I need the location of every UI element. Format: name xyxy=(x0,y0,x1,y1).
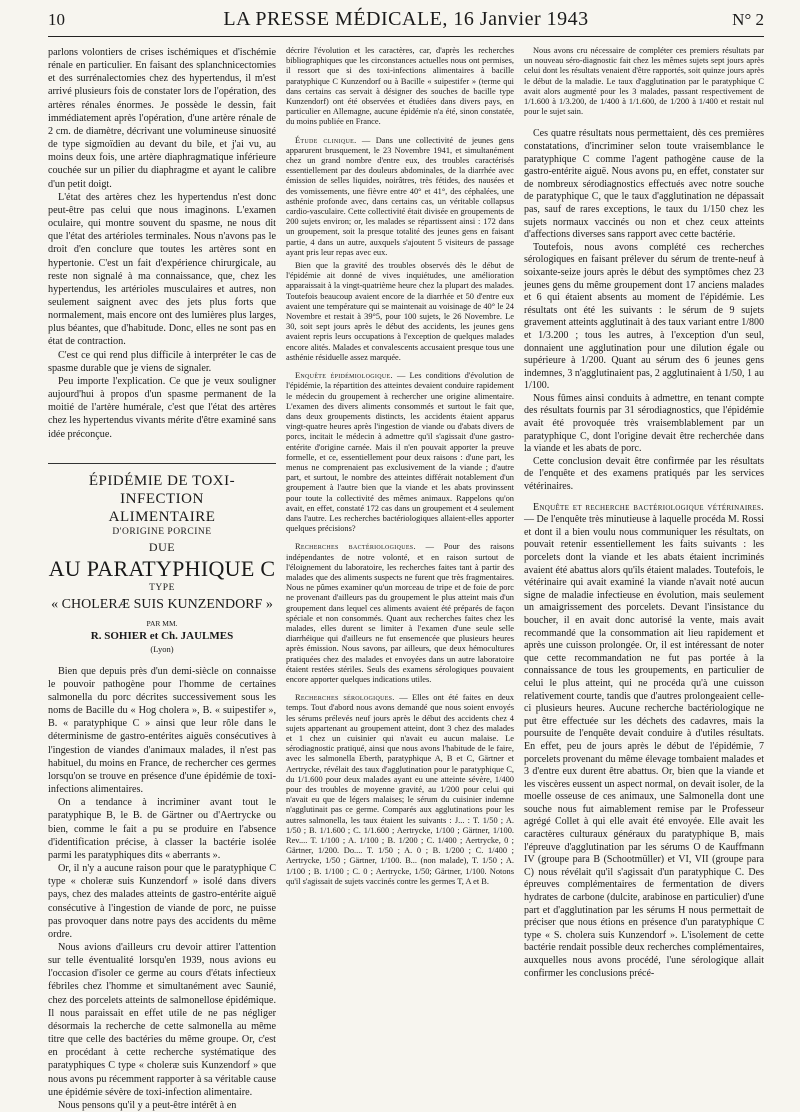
body-paragraph: Cette conclusion devait être confirmée par les résultats de l'enquête et des examens pratiqués par les services vétérinaires. xyxy=(524,455,764,493)
section-heading-serologiques: Recherches sérologiques. xyxy=(295,693,395,703)
body-paragraph: Nous avions d'ailleurs cru devoir attirer l'attention sur telle éventualité lorsqu'en 1939, nous avions eu l'occasion d'isoler ce germe au cours d'états infectieux fébriles chez l'homme et simultanément avec Saunié, chez des porcelets atteints de salmonellose épidémique. Il nous paraissait en effet utile de ne pas négliger désormais la recherche de cette salmonella au même titre que celle des bactéries du même groupe. Or, c'est en procédant à cette recherche systématique des paratyphiques C type « choleræ suis Kunzendorf » que nous avons pu récemment rapporter à sa véritable cause une épidémie sévère de toxi-infection alimentaire. xyxy=(48,941,276,1098)
section-paragraph xyxy=(524,502,764,981)
section-heading-clinique: Étude clinique. xyxy=(295,135,357,145)
column-3 xyxy=(524,46,764,1066)
journal-title: LA PRESSE MÉDICALE, 16 Janvier 1943 xyxy=(223,8,589,30)
section-paragraph xyxy=(286,542,514,685)
section-text: — Dans une collectivité de jeunes gens apparurent brusquement, le 23 Novembre 1941, et simultanément chez un grand nombre d'entre eux, des troubles caractérisés essentiellement par des douleurs abdominales, de la diarrhée avec émission de selles liquides, noirâtres, très fétides, des nausées et des vomissements, une fièvre entre 40° et 41°, des céphalées, une asthénie profonde avec, dans certains cas, un véritable collapsus cardio-vasculaire. Cette collectivité était divisée en groupements de 200 sujets environ; or, les malades se répartissent ainsi : 172 dans un groupement, soit la presque totalité des jeunes gens en faisant partie, 4 dans un autre, auxquels s'ajoutent 5 visiteurs de passage ayant pris leur repas avec eux. xyxy=(286,135,514,257)
intro-paragraph: L'état des artères chez les hypertendus n'est donc peut-être pas celui que nous imaginons. L'examen oculaire, qui montre souvent du spasme, ne nous dit que l'état des artérioles terminales. Nous n'avons pas le droit d'en conclure que toutes les artères sont en hypertonie. C'est un fait d'expérience chirurgicale, au reste non signalé à ma connaissance, que, chez les hypertendus, les artérioles musculaires et autres, non seulement saignent avec des jets plus forts que normalement, mais encore ont des lumières plus larges, plus béantes, que d'habitude. Donc, elles ne sont pas en état de contraction. xyxy=(48,191,276,348)
column-2 xyxy=(286,46,514,1066)
section-heading-bacteriologiques: Recherches bactériologiques. xyxy=(295,542,416,552)
article-separator xyxy=(48,463,276,464)
intro-paragraph: parlons volontiers de crises ischémiques et d'ischémie rénale en particulier. En faisant des splanchnicectomies et des surrénalectomies chez des hypertendus, il m'est arrivé plusieurs fois de constater lors de l'opération, des artères rénales énormes. Je possède le dessin, fait immédiatement après l'opération, d'une artère rénale de 2 cm. de diamètre, décrivant une volumineuse sinuosité de type sigmoïdien au devant du bile, et j'ai vu, au moins deux fois, une artère diaphragmatique inférieure couchée sur un pilier du diaphragme et ayant le calibre d'un petit doigt. xyxy=(48,47,276,190)
lead-paragraph: Nous avons cru nécessaire de compléter ces premiers résultats par un nouveau séro-diagnostic fait chez les mêmes sujets sept jours après celui dont les résultats venaient d'être rapportés, soit quinze jours après le début de la maladie. Le taux d'agglutination par le paratyphique C avait alors augmenté pour les 3 malades, passant respectivement de 1/1.600 à 1/3.200, de 1/400 à 1/1.600, de 1/200 à 1/400 et restait nul pour le sujet sain. xyxy=(524,46,764,117)
body-paragraph: Or, il n'y a aucune raison pour que le paratyphique C type « choleræ suis Kunzendorf » isolé dans divers pays, chez des malades atteints de gastro-entérite aiguë consécutive à l'ingestion de viande de porc, ne puisse pas provoquer dans notre pays des accidents du même ordre. xyxy=(48,863,276,940)
intro-paragraph: Peu importe l'explication. Ce que je veux souligner aujourd'hui à propos d'un spasme permanent de la moitié de l'artère humérale, c'est que l'état des artères chez les hypertendus vivants mérite d'être examiné sans idée préconçue. xyxy=(48,375,276,440)
body-paragraph: Bien que depuis près d'un demi-siècle on connaisse le pouvoir pathogène pour l'homme de certaines salmonella du porc décrites successivement sous les noms de Bacille du « Hog cholera », B. « suipestifer », B. « paratyphique C » ainsi que leur rôle dans le déterminisme de gastro-entérites aiguës consécutives à l'ingestion de viandes d'animaux malades, il n'est pas habituel, du moins en France, de rechercher ces germes lorsqu'on se trouve en présence d'une épidémie de toxi-infections alimentaires. xyxy=(48,665,276,796)
article-title-line: « CHOLERÆ SUIS KUNZENDORF » xyxy=(51,596,273,612)
section-paragraph xyxy=(286,693,514,887)
article-title-line: AU PARATYPHIQUE C xyxy=(48,555,276,581)
section-paragraph: Bien que la gravité des troubles observés dès le début de l'épidémie ait donné de vives inquiétudes, une amélioration apparaissait à la vingt-quatrième heure chez la plupart des malades. Toutefois beaucoup avaient encore de la diarrhée et 50 d'entre eux avaient une température qui se maintenait au voisinage de 40° le 24 Novembre et restait à 39°5, pour 100 sujets, le 26 Novembre. Le 30, soit sept jours après le début des accidents, les jeunes gens avaient repris leurs occupations à l'exception de quelques malades encore alités. Malades et convalescents accusaient presque tous une asthénie résiduelle assez marquée. xyxy=(286,261,514,362)
intro-paragraph: C'est ce qui rend plus difficile à interpréter le cas de spasme durable que je viens de signaler. xyxy=(48,349,276,374)
page-number: 10 xyxy=(48,10,65,29)
page-header xyxy=(48,8,764,36)
body-paragraph: Nous fûmes ainsi conduits à admettre, en tenant compte des résultats fournis par 31 sérodiagnostics, que l'épidémie avait été provoquée très vraisemblablement par un paratyphique C, dont l'origine devait être recherchée dans la viande et les abats de porc. xyxy=(524,392,764,455)
article-city: (Lyon) xyxy=(150,643,174,654)
paragraph-gap xyxy=(524,120,764,128)
lead-paragraph: décrire l'évolution et les caractères, car, d'après les recherches bibliographiques que les circonstances actuelles nous ont permises, il ressort que si des toxi-infections alimentaires à bacille paratyphique C Kunzendorf ou à Bacille « suipestifer » (terme qui dans certains cas servait à désigner des souches de bacille type Kunzendorf) ont été observées et étudiées dans divers pays, en particulier en Allemagne, aucune épidémie n'a été, sinon constatée, du moins publiée en France. xyxy=(286,46,514,127)
article-title-line: D'ORIGINE PORCINE xyxy=(112,526,212,537)
article-authors: R. SOHIER et Ch. JAULMES xyxy=(90,629,234,642)
header-rule xyxy=(48,36,764,37)
article-title-line: ALIMENTAIRE xyxy=(108,508,216,525)
section-paragraph xyxy=(286,371,514,534)
section-text: — Les conditions d'évolution de l'épidémie, la répartition des atteintes devaient conduire rapidement le médecin du groupement à rechercher une origine alimentaire. L'examen des divers aliments consommés et surtout le fait que, dans deux groupements distincts, les accidents étaient apparus vingt-quatre heures après l'ingestion de viande ou d'abats divers de porcs, incitait le médecin à admettre qu'il s'agissait d'une gastro-entérite d'origine carnée. Mais il n'en pouvait apporter la preuve formelle, et ce, essentiellement pour deux raisons : d'une part, les menus ne comprenaient pas exclusivement de la viande ; d'autre part, et surtout, le nombre des atteintes différait notablement d'un groupement à l'autre bien que la viande et les abats provinssent pour toute la collectivité des mêmes animaux. Rappelons qu'on avait, en effet, constaté 172 cas dans un groupement et 4 seulement dans l'autre. Les recherches bactériologiques allaient-elles apporter quelques précisions? xyxy=(286,371,514,534)
section-paragraph xyxy=(286,136,514,258)
body-paragraph: Nous pensons qu'il y a peut-être intérêt à en xyxy=(58,1099,237,1111)
body-paragraph: Ces quatre résultats nous permettaient, dès ces premières constatations, d'incriminer selon toute vraisemblance le paratyphique C comme l'agent pathogène cause de la gastro-entérite aiguë. Nous avons pu, en effet, constater sur de nombreux sérodiagnostics effectués avec notre souche de paratyphique C, que le taux d'agglutination ne dépassait pas, sauf de rares exceptions, le taux du 1/150 chez les sujets normaux vaccinés ou non et chez ceux atteints d'affections diverses sans rapport avec cette bactérie. xyxy=(524,128,764,241)
section-text: — De l'enquête très minutieuse à laquelle procéda M. Rossi et dont il a bien voulu nous communiquer les résultats, on pouvait retenir essentiellement les faits suivants : les porcelets dont la viande et les abats étaient incriminés avaient été abattus alors qu'ils étaient malades. Toutefois, le vétérinaire qui avait examiné la viande n'avait noté aucun signe de maladie infectieuse en évolution, mais seulement un amaigrissement des porcelets. Devant l'insistance du boucher, il en avait donc autorisé la vente, mais avait recommandé que la consommation ait lieu rapidement et après une cuisson prolongée. Or, il est intéressant de noter que cette recommandation ne fut pas portée à la connaissance de tous les groupements, en particulier de celui le plus atteint, qui ne procéda qu'à une cuisson relativement courte, tandis que d'autres prolongeaient celle-ci plusieurs heures. Aucune recherche bactériologique ne put être effectuée sur les déchets des cadavres, mais la poursuite de l'enquête devait conduire à d'utiles résultats. En effet, peu de jours après le début de l'épidémie, 7 porcelets provenant du même élevage tombaient malades et 3 d'entre eux durent être abattus. Or, bien que la viande et les viscères eussent un aspect normal, on devait isoler, de la moelle osseuse de ces animaux, une Salmonella dont une souche nous fut aimablement remise par le Professeur agrégé Collet à qui elle avait été envoyée. Elle avait les caractères culturaux généraux du paratyphique B, mais l'épreuve d'agglutination par les sérums O de Kauffmann IV (groupe para B (Schootmüller) et VI, VII (groupe para C) nous révélait qu'il s'agissait d'un paratyphique C. Des épreuves complémentaires de fermentation de divers hydrates de carbone (dulcite, arabinose en particulier) d'une part et d'agglutination par les sérums H nous permettait de préciser que nous étions en présence d'un paratyphique C type « S. cholera suis Kunzendorf ». L'isolement de cette bactérie rendait possible deux recherches complémentaires, auxquelles nous avons procédé, l'une sérologique allait confirmer les conclusions précé- xyxy=(524,514,764,979)
issue-number: N° 2 xyxy=(732,10,764,29)
section-heading-veterinaire: Enquête et recherche bactériologique vétérinaires. xyxy=(533,501,764,513)
body-paragraph: Toutefois, nous avons complété ces recherches sérologiques en faisant prélever du sérum de trente-neuf à soixante-seize jours après le début des symptômes chez 23 jeunes gens du même groupement dont 17 anciens malades et 6 qui étaient absents au moment de l'épidémie. Les résultats ont été les suivants : le sérum de 9 sujets gravement atteints agglutinait à des taux variant entre 1/800 et 1/3.200 ; tous les autres, à l'exception d'un seul, donnaient une agglutination pour une dilution égale ou supérieure à 1/200. Quant au sérum des 6 jeunes gens indemnes, 3 n'agglutinaient pas, 2 agglutinaient à 1/50, 1 au 1/100. xyxy=(524,241,764,392)
article-title-line: TYPE xyxy=(149,582,175,593)
article-title-line: DUE xyxy=(148,539,176,554)
section-heading-epidemiologique: Enquête épidémiologique. xyxy=(295,371,393,381)
article-title xyxy=(48,472,276,655)
article-title-line: ÉPIDÉMIE DE TOXI-INFECTION xyxy=(88,472,236,507)
section-text: — Pour des raisons indépendantes de notre volonté, et en raison surtout de l'éloignement du laboratoire, les recherches faites tant à partir des malades que des aliments suspects ne furent que très fragmentaires. Nous ne pûmes examiner qu'un morceau de tripe et de foie de porc ne provenant d'ailleurs pas du groupement le plus atteint mais d'un groupement dans lequel ces aliments avaient été préparés de façon spéciale et non consommés. Quant aux recherches faites chez les malades, elles durent se limiter à l'examen d'une seule selle diarrhéique qui d'ailleurs ne fut ensemencée que plusieurs heures après émission. Nous savons, par ailleurs, que deux hémocultures pratiquées chez des malades et envoyées dans un autre laboratoire étaient restées stériles. Seuls des examens sérologiques pouvaient encore apporter quelques indications utiles. xyxy=(286,542,514,684)
section-text: — Elles ont été faites en deux temps. Tout d'abord nous avons demandé que nous soient envoyés les sérums prélevés neuf jours après le début des accidents chez 4 sujets appartenant au groupement atteint, dont 3 chez des malades et 1 chez un cuisinier qui n'avait eu aucun malaise. Le sérodiagnostic pratiqué, ainsi que nous avons l'habitude de le faire, avec les salmonella Eberth, paratyphique A, B et C, Gärtner et Aertrycke, révélait des taux d'agglutination pour le paratyphique C, du 1/1.600 pour deux malades ayant eu une atteinte sévère, 1/400 pour des troubles de moyenne gravité, au 1/200 pour celui qui n'avait eu que de légers malaises; le sérum du cuisinier indemne n'agglutinait pas ce germe. Comparés aux agglutinations pour les autres salmonella, les taux étaient les suivants : J... : T. 1/50 ; A. 1/50 ; B. 1/1.600 ; C. 1/1.600 ; Aertrycke, 1/100 ; Gärtner, 1/100. Rev.... T. 1/100 ; A. 1/100 ; B. 1/200 ; C. 1/400 ; Aertrycke, 0 ; Gärtner, 1/200. Do.... T. 1/50 ; A. 0 ; B. 1/200 ; C. 1/400 ; Aertrycke, 1/50 ; Gärtner, 1/100. B... (non malade), T. 1/50 ; A. 1/100 ; B. 1/100 ; C. 0 ; Aertrycke, 1/50; Gärtner, 1/100. Notons qu'il s'agissait de sujets vaccinés contre les germes T, A et B. xyxy=(286,693,514,886)
byline-par: PAR MM. xyxy=(146,618,178,628)
column-1 xyxy=(48,46,276,1111)
body-paragraph: On a tendance à incriminer avant tout le paratyphique B, le B. de Gärtner ou d'Aertrycke ou bien, comme le fait a pu se produire en l'absence d'identification précise, à classer la bactérie isolée parmi les paratyphiques dits « aberrants ». xyxy=(48,797,276,861)
paragraph-gap xyxy=(524,494,764,502)
